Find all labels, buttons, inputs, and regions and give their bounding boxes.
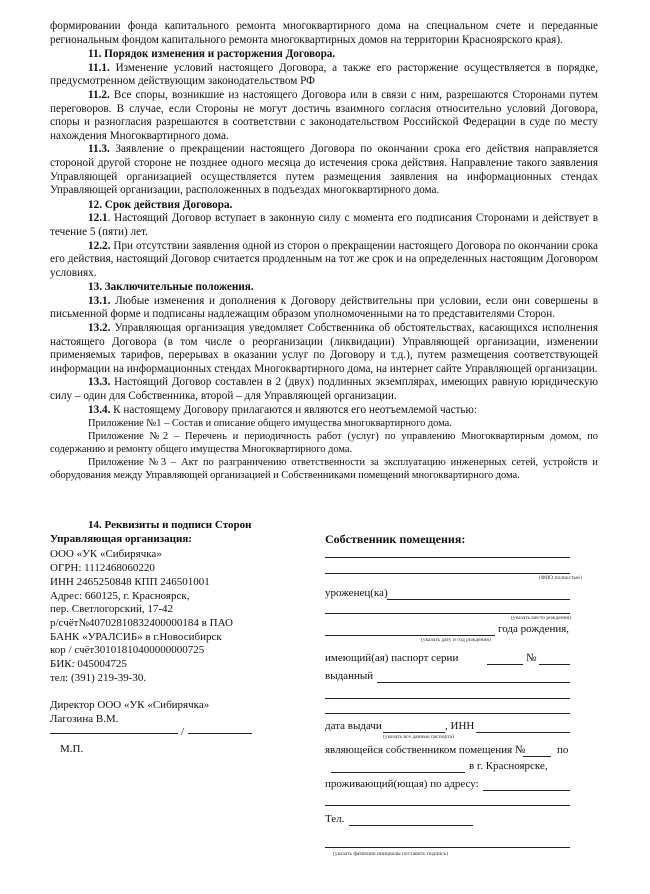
org-line: ИНН 2465250848 КПП 246501001 [50, 575, 210, 588]
director-name: Лагозина В.М. [50, 713, 119, 726]
issue-date-line [383, 732, 445, 733]
clause-number: 13.1. [88, 294, 111, 307]
clause-13-2 [50, 322, 598, 376]
appendix-2: Приложение №2 – Перечень и периодичность работ (услуг) по управлению Многоквартирным домом, по содержанию и ремонту общего имущества Многоквартирного дома. [50, 431, 598, 456]
director-title: Директор ООО «УК «Сибирячка» [50, 699, 210, 712]
clause-number: 11.3. [88, 143, 110, 156]
dob-hint: (указать дату и год рождения) [421, 637, 491, 643]
org-title: Управляющая организация: [50, 532, 192, 545]
clause-text: При отсутствии заявления одной из сторон о прекращении настоящего Договора по окончании срока его действия, настоящий Договор считается продленным на тот же срок и на определенных настоящим Договором условиях. [50, 239, 598, 279]
city-label: в г. Красноярске, [469, 760, 548, 772]
org-line: БАНК «УРАЛСИБ» в г.Новосибирск [50, 630, 222, 643]
passport-series-line [487, 664, 523, 665]
clause-number: 11.1. [88, 61, 110, 74]
org-line: Адрес: 660125, г. Красноярск, [50, 589, 190, 602]
clause-number: 12.1 [88, 212, 108, 225]
appendix-1: Приложение №1 – Состав и описание общего имущества многоквартирного дома. [88, 418, 452, 430]
org-line: пер. Светлогорский, 17-42 [50, 603, 174, 616]
clause-text: Заявление о прекращении настоящего Договора по окончании срока его действия направляется стороной другой стороне не позднее одного месяца до истечения срока действия. Направление такого заявления Управляющей организацией осуществляется путем размещения заявления на информационных стендах Управляющей организации, расположенных в подъездах многоквартирного дома. [50, 143, 598, 197]
issued-line-2 [325, 698, 570, 699]
stamp-placeholder: М.П. [60, 742, 84, 755]
clause-13-4 [50, 404, 598, 418]
address-line-2 [325, 805, 570, 806]
passport-number-line [539, 664, 570, 665]
tel-line [349, 825, 473, 826]
inn-label: , ИНН [445, 720, 475, 732]
org-line: БИК: 045004725 [50, 658, 127, 671]
clause-text: К настоящему Договору прилагаются и являются его неотъемлемой частью: [110, 403, 477, 416]
clause-number: 13.4. [88, 403, 111, 416]
issue-date-label: дата выдачи [325, 720, 382, 732]
org-line: ООО «УК «Сибирячка» [50, 548, 162, 561]
clause-text: Настоящий Договор составлен в 2 (двух) подлинных экземплярах, имеющих равную юридическую силу – один для Собственника, второй – для Управляющей организации. [50, 376, 598, 403]
org-line: ОГРН: 1112468060220 [50, 562, 155, 575]
issued-label: выданный [325, 670, 374, 682]
clause-number: 12.2. [88, 239, 111, 252]
org-line: р/счёт№40702810832400000184 в ПАО [50, 616, 233, 629]
signature-underline [50, 733, 178, 734]
org-line: тел: (391) 219-39-30. [50, 671, 147, 684]
clause-text: Любые изменения и дополнения к Договору действительны при условии, если они совершены в письменной форме и подписаны надлежащим образом уполномоченными на то представителями Сторон. [50, 294, 598, 321]
clause-text: . Настоящий Договор вступает в законную силу с момента его подписания Сторонами и действует в течение 5 (пяти) лет. [50, 212, 598, 238]
po-label: по [557, 744, 569, 756]
inn-line [476, 732, 570, 733]
clause-text: Управляющая организация уведомляет Собственника об обстоятельствах, касающихся исполнения настоящего Договора (в том числе о реорганизации (ликвидации) Управляющей организации, изменении применяемых тарифов, перерывах в оказании услуг по Договору и т.д.), путем размещения соответствующей информации на информационных стендах Многоквартирного дома, на интернет сайте Управляющей организации. [50, 322, 598, 375]
born-line [387, 599, 570, 600]
appendix-3: Приложение №3 – Акт по разграничению ответственности за эксплуатацию инженерных сетей, устройств и оборудования между Управляющей организацией и Собственниками помещений многоквартирного дома. [50, 457, 598, 482]
born-hint: (указать место рождения) [511, 615, 571, 621]
born-label: уроженец(ка) [325, 587, 388, 599]
owner-of-label: являющейся собственником помещения № [325, 744, 526, 756]
clause-13-1 [50, 295, 598, 322]
requisites-section [50, 519, 598, 879]
clause-text: Изменение условий настоящего Договора, а также его расторжение осуществляется в порядке, предусмотренном действующим законодательством РФ [50, 61, 598, 88]
clause-number: 13.3. [88, 376, 111, 389]
org-line: кор / счёт30101810400000000725 [50, 644, 205, 657]
passport-label: имеющий(ая) паспорт серии [325, 652, 459, 664]
clause-number: 11.2. [88, 88, 110, 101]
address-line [483, 790, 570, 791]
clause-number: 13.2. [88, 322, 111, 335]
management-company-block [50, 519, 300, 757]
issued-line-3 [325, 713, 570, 714]
dob-label: года рождения, [498, 623, 570, 635]
passport-no-label: № [526, 652, 537, 664]
section-12-heading: 12. Срок действия Договора. [88, 198, 233, 211]
address-label: проживающий(ющая) по адресу: [325, 778, 479, 790]
apartment-number-line [523, 756, 551, 757]
section-14-heading: 14. Реквизиты и подписи Сторон [88, 519, 252, 531]
fio-line-2 [325, 573, 570, 574]
clause-text: Все споры, возникшие из настоящего Договора или в связи с ним, разрешаются Сторонами путем переговоров. В случае, если Стороны не могут достичь взаимного согласия относительно условий Договора, споры и разногласия разрешаются в соответствии с законодательством Российской Федерации в суде по месту нахождения Многоквартирного дома. [50, 88, 598, 142]
dob-line [325, 635, 495, 636]
fio-hint: (ФИО полностью) [539, 575, 582, 581]
passport-hint: (указать все данные паспорта) [383, 734, 454, 740]
clause-11-1 [50, 62, 598, 89]
issued-line [377, 682, 570, 683]
clause-12-1 [50, 212, 598, 239]
ownership-doc-line [331, 772, 465, 773]
born-line-2 [325, 613, 570, 614]
clause-11-3 [50, 143, 598, 197]
tel-label: Тел. [325, 813, 345, 825]
clause-13-3 [50, 376, 598, 403]
clause-11-2 [50, 89, 598, 143]
fio-line-1 [325, 557, 570, 558]
section-13-heading: 13. Заключительные положения. [88, 281, 254, 294]
contract-body [50, 20, 598, 482]
owner-title: Собственник помещения: [325, 532, 466, 546]
signature-slash: / [181, 725, 185, 738]
intro-paragraph: формировании фонда капитального ремонта многоквартирного дома на специальном счете и переданные региональным фондом капитального ремонта многоквартирных домов на территории Красноярского края). [50, 20, 598, 46]
director-signature-line [50, 727, 300, 743]
signature-line [325, 847, 570, 848]
name-underline [188, 733, 252, 734]
signature-hint: (указать фамилию инициалы поставить подпись) [333, 851, 449, 857]
section-11-heading: 11. Порядок изменения и расторжения Договора. [88, 48, 336, 61]
clause-12-2 [50, 240, 598, 281]
